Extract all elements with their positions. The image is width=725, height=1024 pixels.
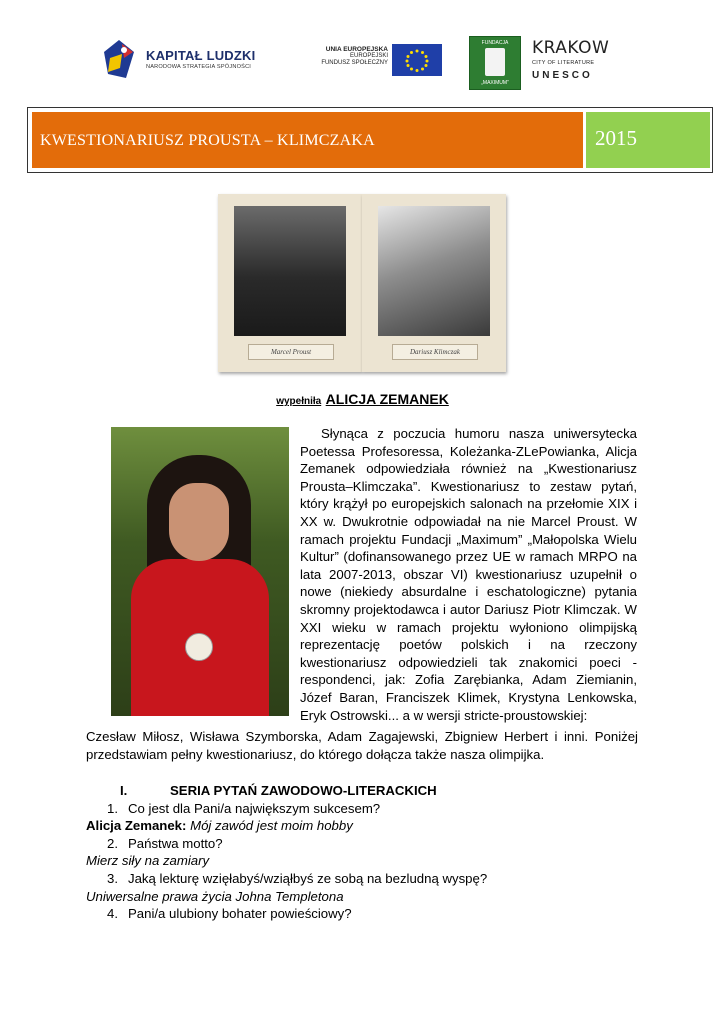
question-text: Co jest dla Pani/a największym sukcesem? [128,800,381,816]
answer-label: Alicja Zemanek: [86,818,187,834]
byline-author-name: ALICJA ZEMANEK [325,391,449,407]
portrait-card-klimczak [362,194,506,372]
portrait-caption-proust: Marcel Proust [248,344,334,360]
bio-text-side [300,425,637,724]
krakow-city-label: CITY OF LITERATURE [532,60,595,66]
header-year-box [586,112,710,168]
eu-flag-icon [392,44,442,76]
kapital-ludzki-logo [146,48,255,70]
author-face [169,483,229,561]
question-item [86,905,646,923]
answer-text: Mierz siły na zamiary [86,853,210,869]
question-item [86,870,646,888]
eu-line-2: EUROPEJSKI [349,53,388,59]
portrait-photo-klimczak [378,206,490,336]
question-text: Pani/a ulubiony bohater powieściowy? [128,906,352,922]
question-number: 4. [107,906,118,922]
question-number: 3. [107,870,118,886]
byline-prefix: wypełniła [276,396,322,407]
eu-line-3: FUNDUSZ SPOŁECZNY [321,60,388,66]
fund-top-label: FUNDACJA [481,40,509,46]
header-title-box [32,112,583,168]
fundacja-maximum-logo [469,36,521,90]
author-pendant [185,633,213,661]
kapital-ludzki-logo-icon [102,38,136,80]
section-number: I. [120,783,128,798]
answer-text: Mój zawód jest moim hobby [190,818,353,834]
logo-strip [0,34,725,90]
krakow-unesco-logo [532,38,610,86]
bio-paragraph-side: Słynąca z poczucia humoru nasza uniwersytecka Poetessa Profesoressa, Koleżanka-ZLePowianka, Alicja Zemanek odpowiedziała również na „Kwestionariusz Prousta–Klimczaka”. Kwestionariusz to zestaw pytań, który krążył po europejskich salonach na przełomie XIX i XX w. Dwukrotnie odpowiadał na nie Marcel Proust. W ramach projektu Fundacji „Maximum” „Małopolska Wielu Kultur” (dofinansowanego przez UE w ramach MRPO na lata 2007-2013, obszar VI) kwestionariusz uzupełnił o nowe (niekiedy absurdalne i eschatologiczne) pytania skromny projektodawca i autor Dariusz Piotr Klimczak. W XXI wieku w ramach projektu wyłoniono olimpijską reprezentację poetów polskich i na rzeczony kwestionariusz odpowiedzieli tak znakomici poeci -respondenci, jak: Zofia Zarębianka, Adam Ziemianin, Józef Baran, Franciszek Klimek, Krystyna Lenkowska, Eryk Ostrowski... a w wersji stricte-proustowskiej: [300,426,637,723]
header-year: 2015 [595,126,637,150]
krakow-title: KRAKOW [532,38,610,58]
question-text: Państwa motto? [128,835,223,851]
section-heading [86,782,646,800]
question-text: Jaką lekturę wzięłabyś/wziąłbyś ze sobą na bezludną wyspę? [128,870,488,886]
question-number: 2. [107,835,118,851]
eu-fund-label [312,46,388,67]
fund-emblem-icon [485,48,505,76]
section-title: SERIA PYTAŃ ZAWODOWO-LITERACKICH [170,783,437,798]
portrait-photo-proust [234,206,346,336]
questionnaire [86,782,646,923]
kapital-ludzki-title: KAPITAŁ LUDZKI [146,48,256,63]
question-item [86,800,646,818]
answer-item [86,817,646,835]
eu-line-1: UNIA EUROPEJSKA [325,46,388,53]
kapital-ludzki-subtitle: NARODOWA STRATEGIA SPÓJNOŚCI [146,64,252,70]
question-number: 1. [107,800,118,816]
bio-text-full [86,728,638,763]
portrait-card-proust [218,194,362,372]
author-photo [111,427,289,716]
question-item [86,835,646,853]
page-title: KWESTIONARIUSZ PROUSTA – KLIMCZAKA [40,132,375,149]
portrait-caption-klimczak: Dariusz Klimczak [392,344,478,360]
byline [0,391,725,409]
bio-paragraph-full: Czesław Miłosz, Wisława Szymborska, Adam Zagajewski, Zbigniew Herbert i inni. Poniżej przedstawiam pełny kwestionariusz, do którego dołącza także nasza olimpijka. [86,729,638,762]
answer-text: Uniwersalne prawa życia Johna Templetona [86,888,344,904]
krakow-unesco-label: UNESCO [532,70,593,81]
fund-bottom-label: „MAXIMUM” [481,80,509,86]
